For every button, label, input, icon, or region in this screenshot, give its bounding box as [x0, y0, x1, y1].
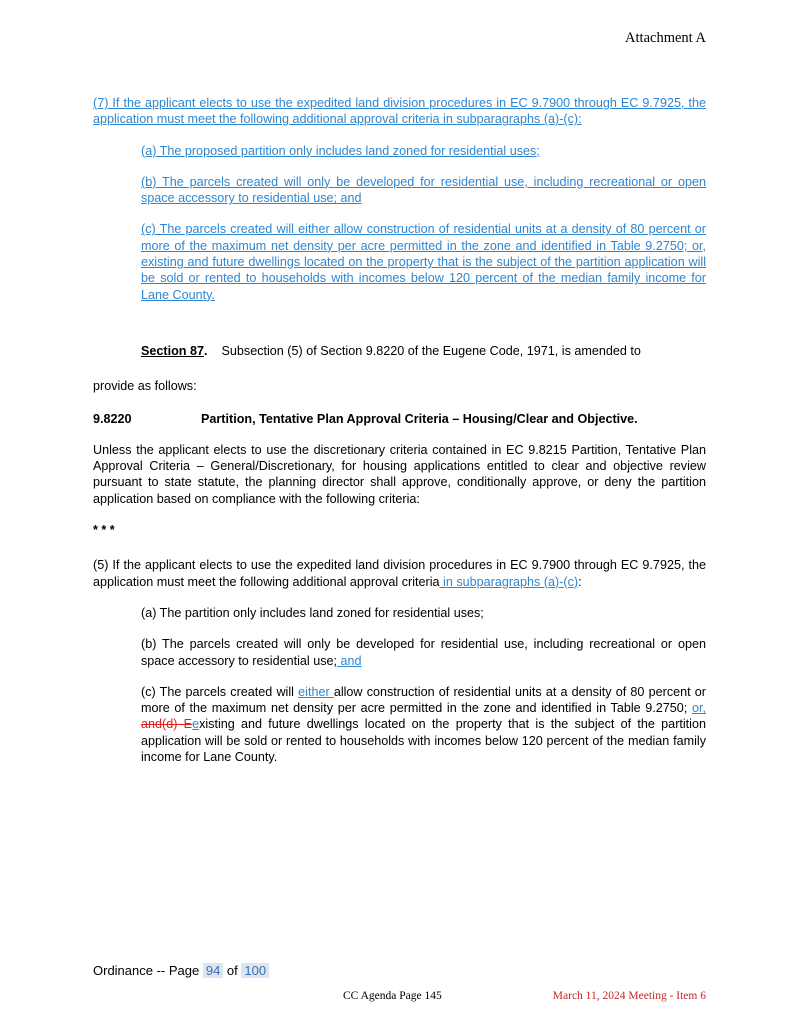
new-subsection-7: (7) If the applicant elects to use the expedited land division procedures in EC 9.7900 through EC 9.7925, the application must meet the following additional approval criteria in subparagraphs (a)-(c): — [93, 96, 706, 127]
new-subsection-7c: (c) The parcels created will either allow construction of residential units at a density of 80 percent or more of the maximum net density per acre permitted in the zone and identified in Table 9.2750; or, existing and future dwellings located on the property that is the subject of the partition application will be sold or rented to households with incomes below 120 percent of the median family income for Lane County. — [141, 222, 706, 302]
document-body — [93, 95, 706, 765]
agenda-page: CC Agenda Page 145 — [343, 990, 442, 1002]
inserted-text: in subparagraphs (a)-(c) — [439, 574, 579, 589]
new-subsection-7b: (b) The parcels created will only be developed for residential use, including recreational or open space accessory to residential use; and — [141, 174, 706, 206]
code-heading — [93, 411, 706, 427]
inserted-text: e — [192, 717, 200, 732]
section-87-label: Section 87 — [141, 343, 204, 358]
criteria-intro: Unless the applicant elects to use the discretionary criteria contained in EC 9.8215 Partition, Tentative Plan Approval Criteria – General/Discretionary, for housing applications entitled to clear and objective review pursuant to state statute, the planning director shall approve, conditionally approve, or deny the partition application based on compliance with the following criteria: — [93, 442, 706, 506]
page-footer: Ordinance -- Page 94 of 100 — [93, 963, 269, 978]
section-87-text: Subsection (5) of Section 9.8220 of the Eugene Code, 1971, is amended to — [221, 343, 641, 358]
code-number: 9.8220 — [93, 411, 132, 426]
code-title: Partition, Tentative Plan Approval Criteria – Housing/Clear and Objective. — [201, 411, 638, 426]
meeting-label: March 11, 2024 Meeting - Item 6 — [552, 990, 706, 1002]
page-number: 94 — [203, 963, 223, 978]
section-87-period: . — [204, 343, 208, 358]
deleted-text: and(d) E — [141, 717, 193, 732]
new-subsection-7a: (a) The proposed partition only includes land zoned for residential uses; — [141, 143, 540, 158]
subsection-5a: (a) The partition only includes land zoned for residential uses; — [141, 605, 484, 620]
attachment-label: Attachment A — [625, 30, 706, 46]
subsection-5: (5) If the applicant elects to use the expedited land division procedures in EC 9.7900 through EC 9.7925, the application must meet the following additional approval criteria in subparagraphs (a)-(c): — [93, 558, 706, 589]
subsection-5c: (c) The parcels created will either allow construction of residential units at a density of 80 percent or more of the maximum net density per acre permitted in the zone and identified in Table 9.2750; or, and(d) Eexisting and future dwellings located on the property that is the subject of the partition application will be sold or rented to households with incomes below 120 percent of the median family income for Lane County. — [141, 684, 706, 765]
section-87-continuation: provide as follows: — [93, 379, 197, 394]
omission-stars: * * * — [93, 523, 115, 538]
inserted-text: either — [298, 684, 334, 699]
total-pages: 100 — [241, 963, 269, 978]
inserted-text: or, — [691, 701, 706, 716]
inserted-text: and — [337, 653, 362, 668]
subsection-5b: (b) The parcels created will only be developed for residential use, including recreational or open space accessory to residential use; and — [141, 637, 706, 668]
section-87-line — [93, 343, 706, 359]
